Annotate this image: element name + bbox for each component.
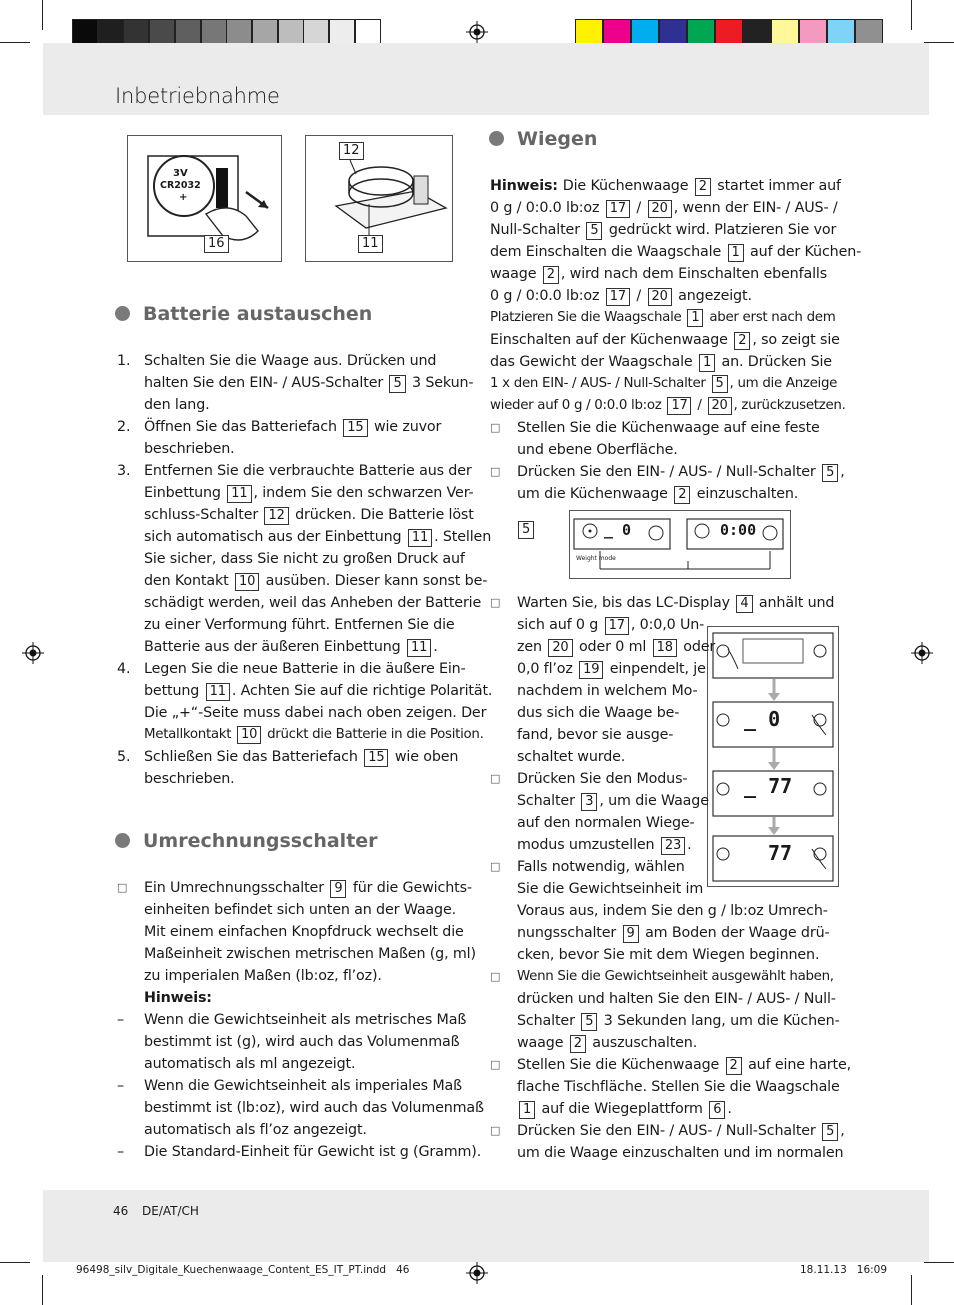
text-run: waage (490, 266, 541, 282)
text-line (144, 548, 465, 570)
text-run: Drücken Sie den EIN- / AUS- / Null-Schalter (517, 464, 821, 480)
text-run: um die Küchenwaage (517, 486, 673, 502)
text-line (490, 197, 838, 219)
text-line (144, 570, 487, 592)
text-line (517, 702, 679, 724)
text-line (144, 768, 235, 790)
reference-number-box: 11 (227, 485, 251, 503)
text-run: Maßeinheit zwischen metrischen Maßen (g, ml) (144, 946, 476, 962)
text-run: Stellen Sie die Küchenwaage (517, 1057, 724, 1073)
text-run: . Stellen (434, 529, 492, 545)
text-run: Platzieren Sie die Waagschale (490, 310, 686, 325)
reference-number-box: 6 (709, 1101, 725, 1119)
text-run: Schalten Sie die Waage aus. Drücken und (144, 353, 437, 369)
text-run: einpendelt, je (605, 661, 706, 677)
text-run: drücken. Die Batterie löst (290, 507, 474, 523)
text-run: Ein Umrechnungsschalter (144, 880, 329, 896)
text-run: Schalter (517, 1013, 580, 1029)
reference-number-box: 2 (543, 266, 559, 284)
text-line (144, 1119, 367, 1141)
reference-number-box: 12 (264, 507, 288, 525)
display-step-3-readout: _ 77 (744, 774, 793, 798)
reference-number-box: 3 (581, 793, 597, 811)
text-run: Öffnen Sie das Batteriefach (144, 419, 342, 435)
crop-mark (924, 1262, 954, 1263)
text-line (144, 943, 476, 965)
text-line (517, 461, 845, 483)
text-run: zu einer Verformung führt. Entfernen Sie die (144, 617, 455, 633)
text-run: modus umzustellen (517, 837, 659, 853)
text-line (144, 877, 472, 899)
text-line (517, 1098, 732, 1120)
reference-number-box: 1 (699, 354, 715, 372)
text-run: zen (517, 639, 547, 655)
text-line (144, 372, 473, 394)
text-run: drücken und halten Sie den EIN- / AUS- / Null- (517, 991, 836, 1007)
crop-mark (911, 0, 912, 30)
locale-label: DE/AT/CH (142, 1204, 199, 1218)
text-line (490, 175, 841, 197)
list-marker: □ (490, 970, 501, 983)
text-line (144, 1031, 459, 1053)
text-line (144, 482, 474, 504)
text-run: startet immer auf (712, 178, 841, 194)
display-readout-2: 0:00 (720, 521, 757, 539)
reference-number-box: 23 (661, 837, 685, 855)
text-run: Sie die Gewichtseinheit im (517, 881, 704, 897)
text-run: Schalter (517, 793, 580, 809)
slug-date: 18.11.13 16:09 (800, 1264, 888, 1276)
text-line (517, 768, 687, 790)
text-run: nungsschalter (517, 925, 621, 941)
text-run: , zurückzusetzen. (733, 398, 846, 413)
list-marker: □ (117, 881, 128, 894)
text-run: flache Tischfläche. Stellen Sie die Waagschale (517, 1079, 840, 1095)
text-run: auf der Küchen- (745, 244, 862, 260)
text-line (517, 988, 836, 1010)
heading-battery-text: Batterie austauschen (143, 303, 373, 325)
text-run: beschrieben. (144, 771, 235, 787)
text-line (144, 702, 486, 724)
text-run: oder (678, 639, 716, 655)
text-line (144, 724, 484, 746)
text-line (144, 658, 466, 680)
text-run: Einschalten auf der Küchenwaage (490, 332, 733, 348)
text-run: , indem Sie den schwarzen Ver- (253, 485, 474, 501)
text-run: anhält und (754, 595, 835, 611)
text-run: , (840, 464, 845, 480)
text-run: Drücken Sie den EIN- / AUS- / Null-Schalter (517, 1123, 821, 1139)
text-run: fand, bevor sie ausge- (517, 727, 674, 743)
text-run: das Gewicht der Waagschale (490, 354, 697, 370)
registration-mark-icon (466, 1262, 488, 1284)
text-run: . (727, 1101, 732, 1117)
text-run: Null-Schalter (490, 222, 585, 238)
text-run: schluss-Schalter (144, 507, 263, 523)
text-line (144, 680, 492, 702)
reference-number-box: 20 (648, 200, 672, 218)
crop-mark (42, 0, 43, 30)
reference-number-box: 5 (389, 375, 405, 393)
text-line (517, 724, 673, 746)
bullet-dot-icon (115, 833, 130, 848)
battery-holder-figure (305, 135, 453, 262)
text-run: Entfernen Sie die verbrauchte Batterie aus der (144, 463, 472, 479)
footer-band (43, 1190, 929, 1262)
text-line (517, 834, 692, 856)
reference-number-box: 10 (237, 726, 261, 744)
text-line (144, 1053, 355, 1075)
text-run: und ebene Oberfläche. (517, 442, 678, 458)
text-run: 0,0 fl’oz (517, 661, 578, 677)
callout-11: 11 (358, 235, 383, 253)
weight-mode-label: Weight mode (576, 555, 616, 562)
reference-number-box: 5 (586, 222, 602, 240)
text-line (517, 1010, 840, 1032)
text-line (517, 1120, 845, 1142)
text-line (490, 395, 846, 417)
reference-number-box: 10 (235, 573, 259, 591)
list-marker: 3. (117, 463, 131, 479)
crop-mark (42, 1275, 43, 1305)
display-readout-1: _ 0 (604, 521, 632, 539)
crop-mark (0, 42, 30, 43)
reference-number-box: 5 (581, 1013, 597, 1031)
text-run: waage (517, 1035, 568, 1051)
text-run: Metallkontakt (144, 727, 236, 742)
text-line (517, 439, 678, 461)
list-marker: 5. (117, 749, 131, 765)
text-line (490, 219, 836, 241)
registration-mark-icon (911, 642, 933, 664)
text-run: / (693, 398, 706, 413)
text-line (144, 899, 456, 921)
slug-filename: 96498_silv_Digitale_Kuechenwaage_Content_ES_IT_PT.indd 46 (76, 1264, 410, 1276)
text-run: einzuschalten. (692, 486, 799, 502)
text-run: dus sich die Waage be- (517, 705, 680, 721)
text-line (144, 438, 235, 460)
text-run: den lang. (144, 397, 210, 413)
text-line (517, 483, 798, 505)
text-line (144, 526, 491, 548)
text-run: Schließen Sie das Batteriefach (144, 749, 363, 765)
text-run: Die Küchenwaage (562, 178, 693, 194)
text-run: schaltet wurde. (517, 749, 626, 765)
text-run: gedrückt wird. Platzieren Sie vor (604, 222, 837, 238)
reference-number-box: 2 (674, 486, 690, 504)
text-run: Wenn die Gewichtseinheit als imperiales Maß (144, 1078, 462, 1094)
text-run: den Kontakt (144, 573, 233, 589)
bullet-dot-icon (115, 306, 130, 321)
callout-5: 5 (518, 521, 534, 539)
text-run: Stellen Sie die Küchenwaage auf eine feste (517, 420, 820, 436)
crop-mark (0, 1262, 30, 1263)
reference-number-box: 2 (734, 332, 750, 350)
reference-number-box: 17 (605, 617, 629, 635)
display-sequence-figure (569, 510, 791, 579)
text-run: / (632, 288, 646, 304)
reference-number-box: 20 (648, 288, 672, 306)
heading-battery (115, 303, 372, 325)
text-run: , wenn der EIN- / AUS- / (673, 200, 838, 216)
page-title: Inbetriebnahme (115, 84, 280, 108)
text-run: am Boden der Waage drü- (640, 925, 830, 941)
text-run: an. Drücken Sie (717, 354, 832, 370)
text-run: Batterie aus der äußeren Einbettung (144, 639, 405, 655)
display-step-2-readout: _ 0 (744, 707, 781, 731)
text-line (144, 987, 212, 1009)
text-run: , um die Waage (599, 793, 709, 809)
heading-weigh-text: Wiegen (517, 128, 598, 150)
text-run: 3 Sekunden lang, um die Küchen- (599, 1013, 840, 1029)
text-line (517, 790, 709, 812)
list-marker: – (117, 1144, 124, 1160)
text-run: Voraus aus, indem Sie den g / lb:oz Umrech- (517, 903, 828, 919)
note-label: Hinweis: (490, 178, 563, 194)
reference-number-box: 11 (408, 529, 432, 547)
text-run: 0 g / 0:0.0 lb:oz (490, 288, 604, 304)
text-line (517, 614, 704, 636)
bullet-dot-icon (489, 131, 504, 146)
text-run: 0 g / 0:0.0 lb:oz (490, 200, 604, 216)
text-line (490, 241, 861, 263)
reference-number-box: 18 (653, 639, 677, 657)
text-line (517, 812, 695, 834)
reference-number-box: 2 (695, 178, 711, 196)
text-run: bestimmt ist (lb:oz), wird auch das Volumenmaß (144, 1100, 484, 1116)
text-run: ausüben. Dieser kann sonst be- (261, 573, 488, 589)
text-line (517, 658, 706, 680)
text-line (144, 921, 464, 943)
text-run: Die „+“-Seite muss dabei nach oben zeigen. Der (144, 705, 487, 721)
reference-number-box: 4 (736, 595, 752, 613)
text-run: sich automatisch aus der Einbettung (144, 529, 406, 545)
text-line (490, 373, 837, 395)
text-line (144, 746, 458, 768)
text-run: wieder auf 0 g / 0:0.0 lb:oz (490, 398, 666, 413)
text-line (144, 592, 481, 614)
reference-number-box: 1 (687, 309, 703, 327)
list-marker: 1. (117, 353, 131, 369)
battery-polarity-label: + (179, 192, 188, 203)
text-run: schädigt werden, weil das Anheben der Batterie (144, 595, 482, 611)
text-line (517, 1142, 843, 1164)
list-marker: □ (490, 772, 501, 785)
text-run: wie zuvor (369, 419, 442, 435)
reference-number-box: 9 (623, 925, 639, 943)
text-run: auf die Wiegeplattform (537, 1101, 708, 1117)
text-line (490, 285, 752, 307)
list-marker: □ (490, 860, 501, 873)
text-line (517, 1032, 697, 1054)
text-run: Wenn Sie die Gewichtseinheit ausgewählt haben, (517, 969, 834, 984)
text-line (517, 746, 625, 768)
list-marker: 4. (117, 661, 131, 677)
callout-12: 12 (339, 142, 364, 160)
text-run: , wird nach dem Einschalten ebenfalls (560, 266, 828, 282)
heading-weigh (489, 128, 597, 150)
text-run: drückt die Batterie in die Position. (263, 727, 484, 742)
text-run: sich auf 0 g (517, 617, 603, 633)
text-run: , 0:0,0 Un- (630, 617, 705, 633)
text-run: auszuschalten. (587, 1035, 698, 1051)
text-run: Sie sicher, dass Sie nicht zu großen Druck auf (144, 551, 465, 567)
text-run: um die Waage einzuschalten und im normalen (517, 1145, 844, 1161)
reference-number-box: 17 (667, 397, 691, 415)
callout-16: 16 (204, 235, 229, 253)
reference-number-box: 15 (364, 749, 388, 767)
display-step-4-readout: 77 (768, 841, 793, 865)
reference-number-box: 11 (407, 639, 431, 657)
text-run: / (632, 200, 646, 216)
text-run: Mit einem einfachen Knopfdruck wechselt die (144, 924, 464, 940)
list-marker: 2. (117, 419, 131, 435)
reference-number-box: 2 (726, 1057, 742, 1075)
list-marker: – (117, 1012, 124, 1028)
text-line (517, 900, 828, 922)
text-run: , (840, 1123, 845, 1139)
text-run: dem Einschalten die Waagschale (490, 244, 726, 260)
text-line (490, 329, 840, 351)
text-run: 3 Sekun- (407, 375, 474, 391)
battery-removal-figure (127, 135, 282, 262)
text-line (517, 966, 834, 988)
text-line (144, 1075, 462, 1097)
text-line (144, 614, 455, 636)
reference-number-box: 15 (343, 419, 367, 437)
display-steps-figure (707, 626, 839, 887)
text-line (144, 350, 436, 372)
list-marker: □ (490, 465, 501, 478)
text-line (144, 460, 472, 482)
registration-mark-icon (22, 642, 44, 664)
text-run: cken, bevor Sie mit dem Wiegen beginnen. (517, 947, 820, 963)
page-number: 46 (113, 1204, 129, 1218)
text-run: beschrieben. (144, 441, 235, 457)
list-marker: □ (490, 1058, 501, 1071)
text-line (144, 1141, 481, 1163)
text-run: automatisch als ml angezeigt. (144, 1056, 356, 1072)
text-line (517, 1054, 851, 1076)
text-run: auf den normalen Wiege- (517, 815, 695, 831)
text-run: , um die Anzeige (729, 376, 838, 391)
text-run: Legen Sie die neue Batterie in die äußere Ein- (144, 661, 466, 677)
text-run: aber erst nach dem (705, 310, 836, 325)
text-run: angezeigt. (673, 288, 752, 304)
text-run: für die Gewichts- (348, 880, 472, 896)
battery-voltage-label: 3V (173, 168, 188, 179)
text-run: einheiten befindet sich unten an der Waage. (144, 902, 457, 918)
text-line (517, 878, 703, 900)
text-run: oder 0 ml (574, 639, 651, 655)
reference-number-box: 17 (606, 200, 630, 218)
text-line (517, 856, 685, 878)
text-line (517, 944, 819, 966)
reference-number-box: 19 (579, 661, 603, 679)
text-line (490, 263, 827, 285)
reference-number-box: 1 (728, 244, 744, 262)
text-run: auf eine harte, (743, 1057, 852, 1073)
text-run: nachdem in welchem Mo- (517, 683, 698, 699)
text-run: bettung (144, 683, 204, 699)
reference-number-box: 17 (606, 288, 630, 306)
reference-number-box: 5 (712, 375, 728, 393)
text-line (144, 1009, 466, 1031)
text-line (517, 1076, 840, 1098)
text-line (517, 417, 820, 439)
text-line (144, 1097, 484, 1119)
text-run: Wenn die Gewichtseinheit als metrisches Maß (144, 1012, 467, 1028)
heading-converter (115, 830, 378, 852)
reference-number-box: 9 (330, 880, 346, 898)
reference-number-box: 11 (206, 683, 230, 701)
list-marker: – (117, 1078, 124, 1094)
text-line (144, 394, 210, 416)
text-line (490, 351, 832, 373)
text-run: Falls notwendig, wählen (517, 859, 685, 875)
text-run: zu imperialen Maßen (lb:oz, fl’oz). (144, 968, 382, 984)
text-run: automatisch als fl’oz angezeigt. (144, 1122, 367, 1138)
text-line (144, 965, 382, 987)
text-run: . (433, 639, 438, 655)
registration-mark-icon (466, 21, 488, 43)
text-line (517, 680, 698, 702)
text-line (144, 636, 438, 658)
text-run: halten Sie den EIN- / AUS-Schalter (144, 375, 388, 391)
crop-mark (911, 1275, 912, 1305)
text-run: Die Standard-Einheit für Gewicht ist g (Gramm). (144, 1144, 482, 1160)
text-line (144, 416, 441, 438)
heading-converter-text: Umrechnungsschalter (143, 830, 378, 852)
list-marker: □ (490, 1124, 501, 1137)
reference-number-box: 1 (519, 1101, 535, 1119)
list-marker: □ (490, 596, 501, 609)
reference-number-box: 5 (822, 1123, 838, 1141)
text-run: . (687, 837, 692, 853)
text-run: bestimmt ist (g), wird auch das Volumenmaß (144, 1034, 460, 1050)
text-line (517, 592, 834, 614)
text-run: Warten Sie, bis das LC-Display (517, 595, 735, 611)
text-run: wie oben (390, 749, 459, 765)
reference-number-box: 5 (822, 464, 838, 482)
text-run: Hinweis: (144, 990, 212, 1006)
text-run: Drücken Sie den Modus- (517, 771, 688, 787)
text-line (517, 922, 830, 944)
reference-number-box: 20 (708, 397, 732, 415)
reference-number-box: 20 (548, 639, 572, 657)
text-line (517, 636, 715, 658)
reference-number-box: 2 (570, 1035, 586, 1053)
text-run: Einbettung (144, 485, 226, 501)
text-line (490, 307, 835, 329)
text-run: . Achten Sie auf die richtige Polarität. (231, 683, 493, 699)
text-run: , so zeigt sie (752, 332, 840, 348)
list-marker: □ (490, 421, 501, 434)
text-run: 1 x den EIN- / AUS- / Null-Schalter (490, 376, 710, 391)
text-line (144, 504, 474, 526)
battery-model-label: CR2032 (160, 180, 201, 191)
